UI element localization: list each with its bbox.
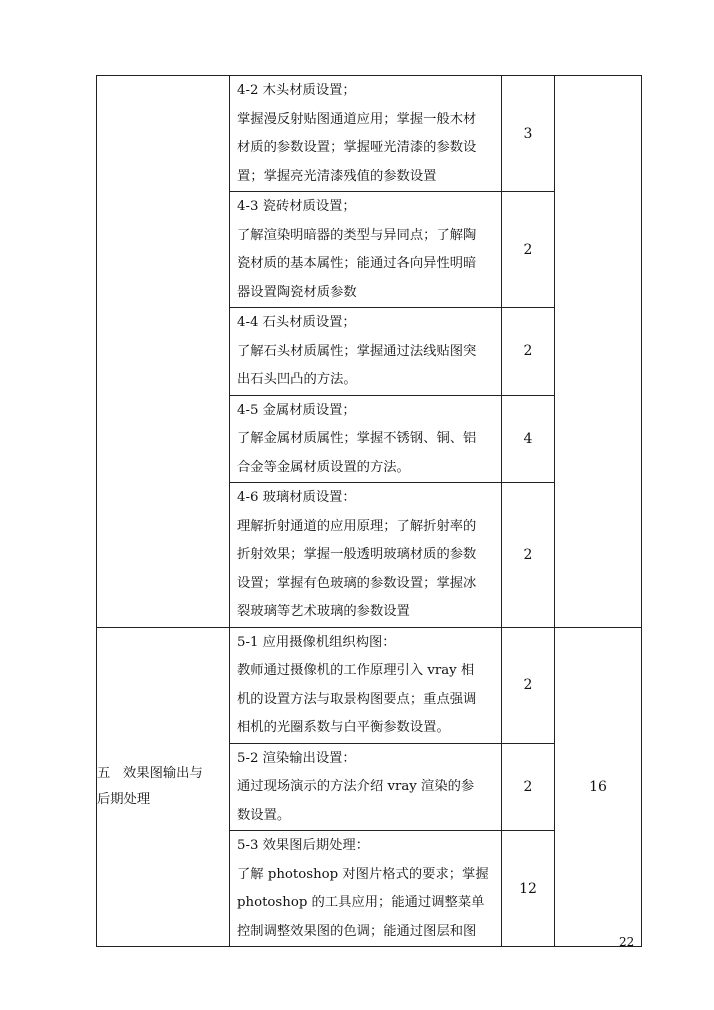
content-line: 教师通过摄像机的工作原理引入 vray 相: [237, 663, 475, 678]
hours-cell: 2: [502, 192, 555, 308]
content-cell: [230, 192, 502, 308]
content-cell: [230, 831, 502, 947]
chapter-title-line: 后期处理: [97, 791, 151, 807]
content-line: 4-5 金属材质设置；: [237, 402, 356, 418]
hours-cell: 2: [502, 483, 555, 628]
content-line: 4-2 木头材质设置；: [237, 83, 356, 98]
chapter-cell-empty: [97, 76, 230, 628]
chapter-title-cell: [97, 627, 230, 947]
content-line: 合金等金属材质设置的方法。: [237, 459, 410, 475]
content-line: 掌握漫反射贴图通道应用；掌握一般木材: [237, 111, 477, 127]
total-hours-cell: 16: [555, 627, 642, 947]
content-line: 置；掌握亮光清漆残值的参数设置: [237, 168, 437, 184]
content-line: 控制调整效果图的色调；能通过图层和图: [237, 923, 477, 939]
content-cell: [230, 395, 502, 483]
content-cell: [230, 627, 502, 743]
content-cell: [230, 308, 502, 396]
content-line: 了解石头材质属性；掌握通过法线贴图突: [237, 343, 477, 359]
content-line: 4-4 石头材质设置；: [237, 315, 356, 330]
content-line: 机的设置方法与取景构图要点；重点强调: [237, 691, 477, 707]
course-outline-table: [96, 75, 642, 947]
content-line: 相机的光圈系数与白平衡参数设置。: [237, 720, 450, 735]
hours-cell: 4: [502, 395, 555, 483]
content-line: 4-6 玻璃材质设置：: [237, 490, 356, 505]
content-line: 5-3 效果图后期处理：: [237, 838, 370, 853]
hours-cell: 12: [502, 831, 555, 947]
content-line: 了解金属材质属性；掌握不锈钢、铜、铝: [237, 431, 477, 446]
content-line: 裂玻璃等艺术玻璃的参数设置: [237, 604, 410, 619]
content-line: 瓷材质的基本属性；能通过各向异性明暗: [237, 256, 477, 271]
content-line: 了解 photoshop 对图片格式的要求；掌握: [237, 866, 489, 882]
content-line: 折射效果；掌握一般透明玻璃材质的参数: [237, 547, 477, 562]
table-row: [97, 627, 642, 743]
content-cell: [230, 743, 502, 831]
content-line: 设置；掌握有色玻璃的参数设置；掌握冰: [237, 575, 477, 591]
content-line: 出石头凹凸的方法。: [237, 372, 357, 387]
content-line: 5-1 应用摄像机组织构图：: [237, 634, 396, 650]
content-line: photoshop 的工具应用；能通过调整菜单: [237, 895, 485, 910]
hours-cell: 2: [502, 308, 555, 396]
content-line: 材质的参数设置；掌握哑光清漆的参数设: [237, 140, 477, 155]
chapter-title-line: 五 效果图输出与: [97, 765, 203, 781]
content-line: 了解渲染明暗器的类型与异同点；了解陶: [237, 227, 477, 243]
content-line: 理解折射通道的应用原理；了解折射率的: [237, 518, 477, 534]
content-line: 4-3 瓷砖材质设置；: [237, 199, 356, 214]
hours-cell: 2: [502, 627, 555, 743]
table-row: [97, 76, 642, 192]
content-line: 5-2 渲染输出设置：: [237, 750, 356, 766]
total-hours-cell-empty: [555, 76, 642, 628]
content-cell: [230, 483, 502, 628]
content-line: 通过现场演示的方法介绍 vray 渲染的参: [237, 779, 475, 794]
content-line: 器设置陶瓷材质参数: [237, 284, 357, 300]
hours-cell: 3: [502, 76, 555, 192]
page-number: 22: [619, 935, 635, 949]
hours-cell: 2: [502, 743, 555, 831]
content-cell: [230, 76, 502, 192]
content-line: 数设置。: [237, 807, 291, 823]
